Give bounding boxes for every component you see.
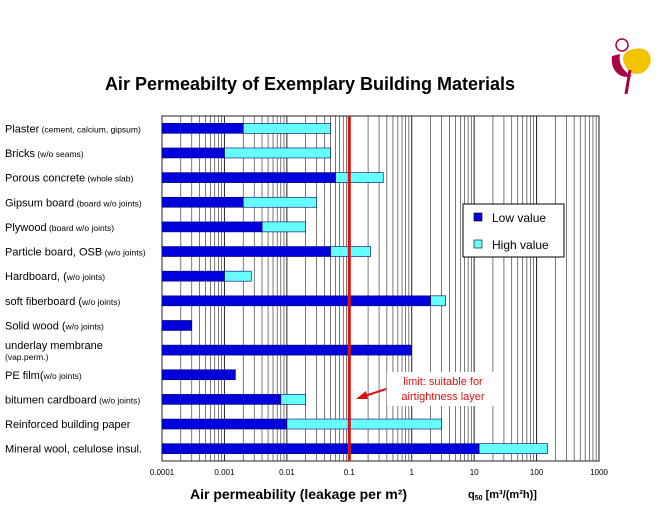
category-label-1: Bricks (w/o seams) — [5, 147, 84, 160]
labels-layer — [5, 123, 146, 455]
bar-low-3 — [162, 197, 243, 207]
bar-high-12 — [287, 419, 442, 429]
bar-high-1 — [224, 148, 330, 158]
bar-low-12 — [162, 419, 287, 429]
category-label-9: underlay membrane — [5, 340, 103, 353]
category-label-6: Hardboard, (w/o joints) — [5, 271, 106, 284]
grid-layer — [162, 116, 599, 461]
legend — [463, 204, 564, 257]
bar-low-11 — [162, 394, 281, 404]
x-tick-label: 10 — [469, 468, 479, 477]
bar-low-9 — [162, 345, 412, 355]
bar-low-1 — [162, 148, 224, 158]
category-label-3: Gipsum board (board w/o joints) — [5, 197, 142, 210]
category-sublabel-9: (vap.perm.) — [5, 352, 49, 363]
legend-swatch-1 — [474, 240, 482, 248]
legend-item-1: High value — [492, 238, 549, 252]
bar-low-13 — [162, 444, 479, 454]
bar-high-13 — [479, 444, 547, 454]
x-unit-subscript: 50 — [474, 495, 483, 502]
bar-high-0 — [243, 123, 330, 133]
category-label-11: bitumen cardboard (w/o joints) — [5, 394, 141, 407]
x-tick-label: 0.001 — [214, 468, 235, 477]
category-label-2: Porous concrete (whole slab) — [5, 172, 134, 185]
x-tick-label: 1000 — [590, 468, 608, 477]
legend-swatch-0 — [474, 213, 482, 221]
page-title: Air Permeabilty of Exemplary Building Materials — [104, 74, 516, 94]
category-label-4: Plywood (board w/o joints) — [5, 221, 115, 234]
legend-item-0: Low value — [492, 211, 547, 225]
bar-high-11 — [281, 394, 306, 404]
x-unit-q: q — [468, 489, 475, 501]
category-label-0: Plaster (cement, calcium, gipsum) — [5, 123, 141, 136]
bar-high-4 — [262, 222, 306, 232]
bar-low-7 — [162, 296, 431, 306]
bar-low-6 — [162, 271, 224, 281]
bar-high-2 — [335, 173, 383, 183]
category-label-12: Reinforced building paper — [5, 419, 131, 432]
x-tick-label: 1 — [409, 468, 414, 477]
bar-low-4 — [162, 222, 262, 232]
category-label-7: soft fiberboard (w/o joints) — [5, 295, 121, 308]
bar-high-3 — [243, 197, 316, 207]
annotation-line-1: limit: suitable for — [403, 376, 483, 388]
x-axis-label: Air permeability (leakage per m²) — [190, 486, 408, 502]
x-tick-label: 0.1 — [343, 468, 355, 477]
category-label-8: Solid wood (w/o joints) — [5, 320, 104, 333]
x-tick-label: 100 — [529, 468, 544, 477]
annotation-line-2: airtightness layer — [401, 391, 485, 403]
x-tick-label: 0.0001 — [149, 468, 175, 477]
x-tick-label: 0.01 — [279, 468, 295, 477]
bar-low-8 — [162, 320, 192, 330]
x-unit-suffix: [m³/(m²h)] — [482, 489, 537, 501]
bar-low-10 — [162, 370, 235, 380]
category-label-5: Particle board, OSB (w/o joints) — [5, 246, 146, 259]
bar-low-0 — [162, 123, 243, 133]
bar-low-2 — [162, 173, 335, 183]
bar-high-7 — [431, 296, 446, 306]
bar-high-6 — [224, 271, 251, 281]
x-axis-unit — [468, 489, 537, 502]
category-label-10: PE film(w/o joints) — [5, 369, 82, 382]
category-label-13: Mineral wool, celulose insul. — [5, 443, 142, 456]
bar-low-5 — [162, 247, 330, 257]
